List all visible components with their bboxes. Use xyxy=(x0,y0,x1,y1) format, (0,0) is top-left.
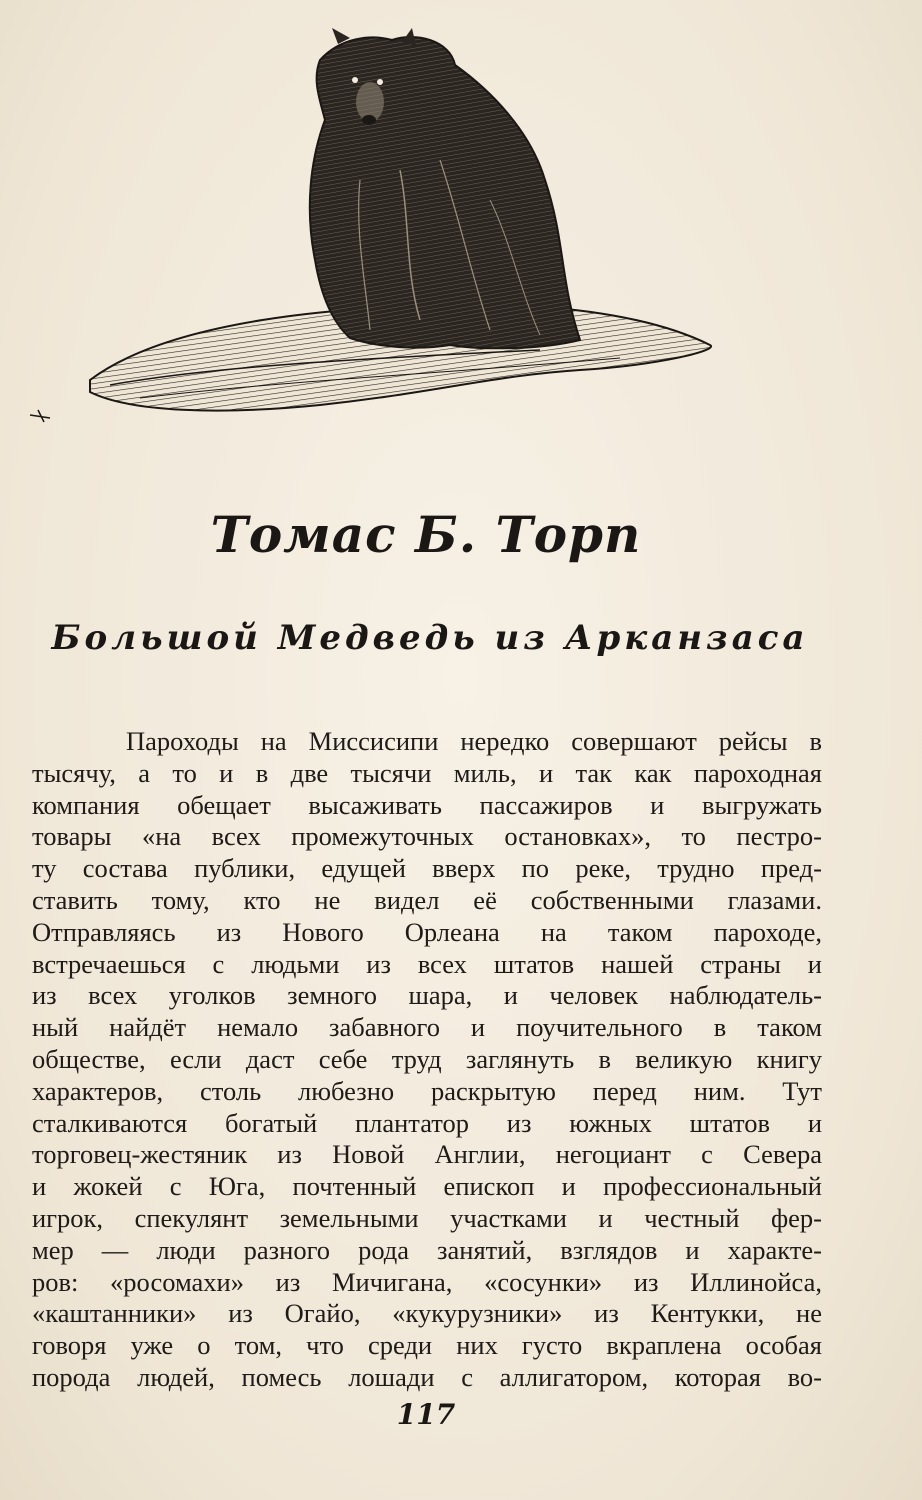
text-line: компания обещает высаживать пассажиров и выгружать xyxy=(32,789,822,820)
text-line: торговец-жестяник из Новой Англии, негоциант с Севера xyxy=(32,1139,822,1170)
text-line: тысячу, а то и в две тысячи миль, и так как пароходная xyxy=(32,757,822,788)
text-line: ту состава публики, едущей вверх по реке, трудно пред- xyxy=(32,853,822,884)
text-line: игрок, спекулянт земельными участками и честный фер- xyxy=(32,1202,822,1233)
text-line: сталкиваются богатый плантатор из южных штатов и xyxy=(32,1107,822,1138)
text-line: ставить тому, кто не видел её собственными глазами. xyxy=(32,884,822,915)
text-line: мер — люди разного рода занятий, взглядов и характе- xyxy=(32,1234,822,1265)
text-line: порода людей, помесь лошади с аллигатором, которая во- xyxy=(32,1361,822,1392)
bear-engraving-icon xyxy=(20,20,820,490)
text-line: ный найдёт немало забавного и поучительного в таком xyxy=(32,1012,822,1043)
text-line: встречаешься с людьми из всех штатов нашей страны и xyxy=(32,948,822,979)
text-line: Пароходы на Миссисипи нередко совершают рейсы в xyxy=(126,726,822,756)
text-line: из всех уголков земного шара, и человек наблюдатель- xyxy=(32,980,822,1011)
text-line: Отправляясь из Нового Орлеана на таком пароходе, xyxy=(32,916,822,947)
text-line: характеров, столь любезно раскрытую перед ним. Тут xyxy=(32,1075,822,1106)
text-line: ров: «росомахи» из Мичигана, «сосунки» из Иллинойса, xyxy=(32,1266,822,1297)
text-line: говоря уже о том, что среди них густо вкраплена особая xyxy=(32,1330,822,1361)
text-line: обществе, если даст себе труд заглянуть в великую книгу xyxy=(32,1043,822,1074)
text-line: «каштанники» из Огайо, «кукурузники» из Кентукки, не xyxy=(32,1298,822,1329)
story-title: Большой Медведь из Арканзаса xyxy=(51,618,809,658)
text-line: товары «на всех промежуточных остановках», то пестро- xyxy=(32,821,822,852)
page-number: 117 xyxy=(396,1398,456,1431)
text-line: и жокей с Юга, почтенный епископ и профессиональный xyxy=(32,1171,822,1202)
body-text xyxy=(32,726,822,1394)
author-name: Томас Б. Торп xyxy=(210,505,642,564)
